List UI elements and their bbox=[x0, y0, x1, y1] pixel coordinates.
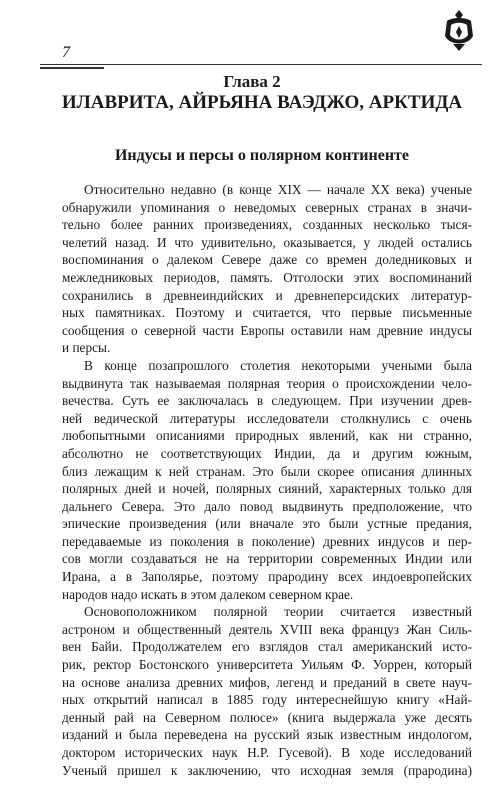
section-title: Индусы и персы о полярном континенте bbox=[114, 147, 410, 164]
chapter-label: Глава 2 bbox=[223, 72, 281, 91]
text-line: эпические произведения (или вначале это были устные предания, bbox=[62, 516, 472, 532]
text-line: обнаружили упоминания о неведомых северных странах в значи- bbox=[62, 199, 472, 215]
text-line: ней ведической литературы исследователи столкнулись с очень bbox=[62, 410, 472, 426]
text-line: Основоположником полярной теории считается известный bbox=[84, 604, 472, 620]
text-line: тельно более ранних произведениях, созданных несколько тыся- bbox=[62, 217, 472, 233]
text-line: близ лежащим к ней странам. Это были скорее описания длинных bbox=[62, 463, 472, 479]
text-line: передаваемые из поколения в поколение) древних индусов и пер- bbox=[62, 533, 472, 549]
text-line: и персы. bbox=[62, 340, 111, 356]
paragraph bbox=[62, 181, 472, 357]
text-line: сообщения о северной части Европы оставили нам древние индусы bbox=[62, 322, 472, 338]
paragraph bbox=[62, 603, 472, 779]
text-line: Ирана, а в Заполярье, поэтому прародину всех индоевропейских bbox=[62, 569, 472, 585]
text-line: сов могли создаваться не на территории современных Индии или bbox=[62, 551, 472, 567]
text-line: ных памятниках. Поэтому и считается, что первые письменные bbox=[62, 305, 472, 321]
ornament-icon bbox=[440, 8, 478, 52]
text-line: денный рай на Северном полюсе» (книга выдержала уже десять bbox=[62, 709, 472, 725]
text-line: воспоминания о далеком Севере даже со времен доледниковых и bbox=[62, 252, 472, 268]
text-line: полярных дней и ночей, полярных сияний, характерных только для bbox=[62, 481, 472, 497]
page-number: 7 bbox=[62, 44, 70, 61]
text-line: выдвинута так называемая полярная теория о происхождении чело- bbox=[62, 375, 472, 391]
text-line: В конце позапрошлого столетия некоторыми учеными была bbox=[84, 357, 472, 373]
text-line: любопытными описаниями природных явлений, как ни странно, bbox=[62, 428, 472, 444]
text-line: доктором исторических наук Н.Р. Гусевой). В ходе исследований bbox=[62, 745, 472, 760]
text-line: вен Байи. Продолжателем его взглядов стал американский исто- bbox=[62, 639, 472, 655]
text-line: абсолютно не соответствующих Индии, да и другим южным, bbox=[62, 445, 472, 461]
text-line: челетий назад. И что удивительно, оказывается, у людей остались bbox=[62, 234, 472, 250]
body-text bbox=[62, 181, 472, 779]
text-line: Ученый пришел к заключению, что исходная земля (прародина) bbox=[62, 762, 472, 778]
text-line: народов надо искать в этом далеком северном крае. bbox=[62, 586, 354, 602]
text-line: ных открытий написал в 1885 году интереснейшую книгу «Най- bbox=[62, 692, 472, 708]
text-line: межледниковых периодов, память. Отголоски этих воспоминаний bbox=[62, 269, 472, 285]
text-line: астроном и общественный деятель XVIII века француз Жан Силь- bbox=[62, 621, 472, 637]
text-line: дальнего Севера. Это дало повод выдвинуть предположение, что bbox=[62, 498, 472, 514]
text-line: рик, ректор Бостонского университета Уильям Ф. Уоррен, который bbox=[62, 657, 472, 673]
header-rule bbox=[40, 64, 482, 70]
text-line: изданий и была переведена на русский язык известным индологом, bbox=[62, 727, 472, 743]
text-line: Относительно недавно (в конце XIX — начале XX века) ученые bbox=[84, 182, 472, 197]
chapter-title: ИЛАВРИТА, АЙРЬЯНА ВАЭДЖО, АРКТИДА bbox=[61, 92, 463, 113]
text-line: на основе анализа древних мифов, легенд и преданий в свете науч- bbox=[62, 674, 472, 690]
text-line: сохранились в древнеиндийских и древнеперсидских литератур- bbox=[62, 287, 472, 303]
text-line: вечества. Суть ее заключалась в следующем. При изучении древ- bbox=[62, 393, 472, 409]
paragraph bbox=[62, 357, 472, 603]
